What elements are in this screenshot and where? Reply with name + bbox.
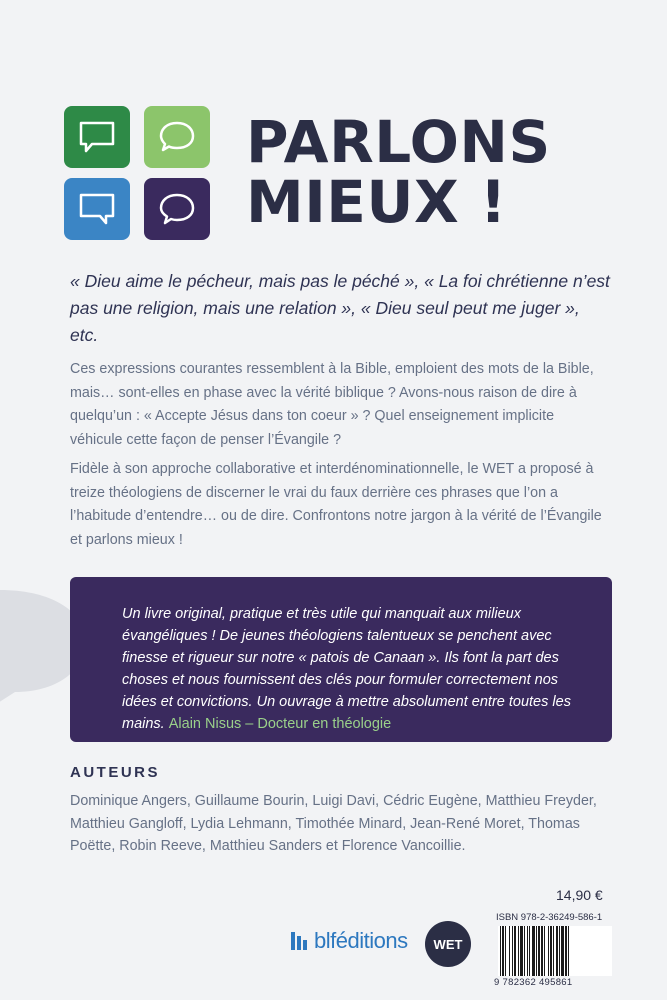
logo-speech-bubbles: [64, 106, 212, 240]
review-quote: [122, 603, 582, 735]
review-box: [70, 577, 612, 742]
authors-list: Dominique Angers, Guillaume Bourin, Luigi Davi, Cédric Eugène, Matthieu Freyder, Matthieu Gangloff, Lydia Lehmann, Timothée Minard, Jean-René Moret, Thomas Poëtte, Robin Reeve, Matthieu Sanders et Florence Vancoillie.: [70, 793, 597, 854]
isbn: ISBN 978-2-36249-586-1: [496, 912, 603, 923]
logo-tile-blue: [64, 178, 130, 240]
intro-quote: « Dieu aime le pécheur, mais pas le péché », « La foi chrétienne n’est pas une religion, mais une relation », « Dieu seul peut me juger », etc.: [70, 271, 610, 345]
title-line-1: PARLONS: [246, 108, 551, 176]
publisher-logo: [290, 928, 408, 954]
description-paragraph-1: Ces expressions courantes ressemblent à la Bible, emploient des mots de la Bible, mais… sont-elles en phase avec la vérité biblique ? Avons-nous raison de dire à quelqu’un : « Accepte Jésus dans ton coeur » ? Quel enseignement implicite véhicule cette façon de penser l’Évangile ?: [70, 361, 594, 448]
review-text: Un livre original, pratique et très utile qui manquait aux milieux évangéliques ! De jeunes théologiens talentueux se penchent avec finesse et rigueur sur notre « patois de Canaan ». Ils font la part des choses et nous fournissent des clés pour formuler correctement nos idées et convictions. Un ouvrage à mettre absolument entre toutes les mains.: [122, 606, 571, 732]
title-line-2: MIEUX !: [246, 168, 507, 236]
book-title: [246, 108, 551, 236]
book-stack-icon: [290, 930, 310, 952]
logo-tile-purple: [144, 178, 210, 240]
logo-tile-green: [64, 106, 130, 168]
description-paragraph-2: Fidèle à son approche collaborative et interdénominationnelle, le WET a proposé à treize théologiens de discerner le vrai du faux derrière ces phrases que l’on a l’habitude d’entendre… ou de dire. Confrontons notre jargon à la vérité de l’Évangile et parlons mieux !: [70, 461, 602, 548]
price: 14,90 €: [556, 887, 603, 903]
round-speech-bubble-icon: [158, 192, 196, 226]
barcode: [498, 926, 612, 976]
logo-tile-lightgreen: [144, 106, 210, 168]
review-author: Alain Nisus – Docteur en théologie: [168, 716, 392, 732]
round-speech-bubble-icon: [158, 120, 196, 154]
barcode-digits: 9 782362 495861: [494, 977, 573, 988]
publisher-name: blféditions: [314, 928, 408, 953]
rect-speech-bubble-icon: [78, 192, 116, 226]
authors-heading: AUTEURS: [70, 764, 161, 781]
rect-speech-bubble-icon: [78, 120, 116, 154]
wet-badge: WET: [425, 921, 471, 967]
